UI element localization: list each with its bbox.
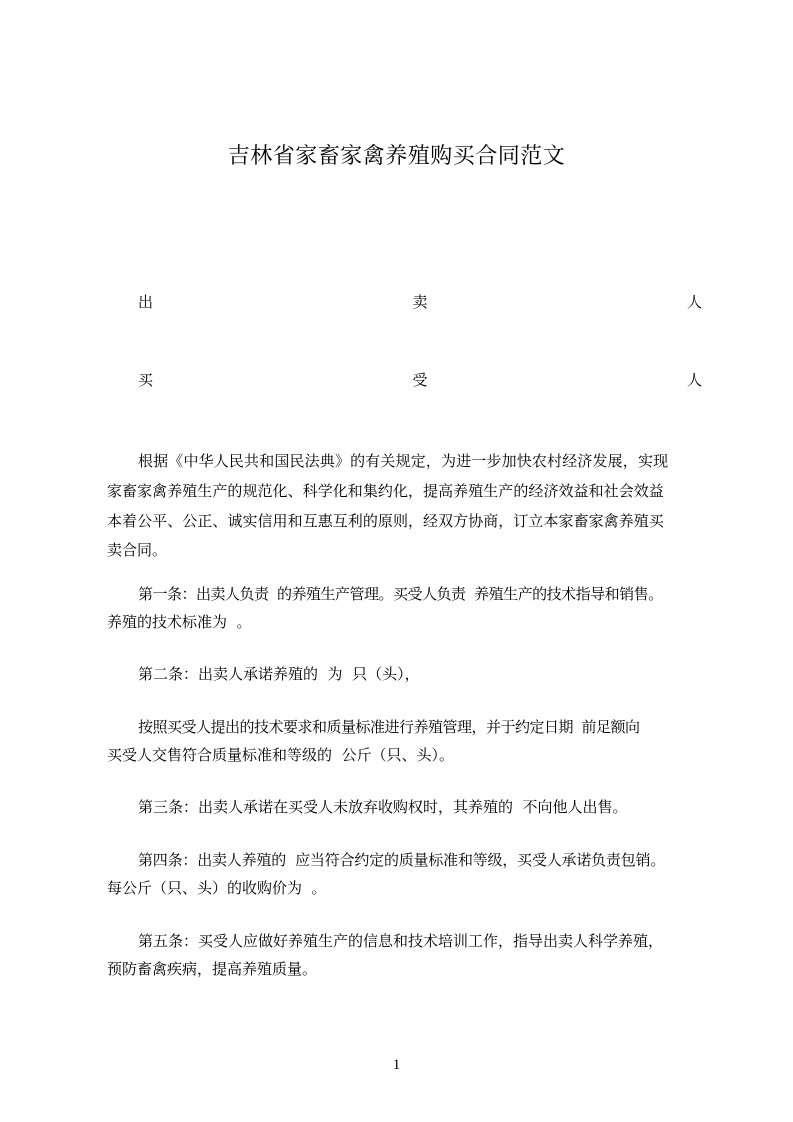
article-4-line-2: 每公斤（只、头）的收购价为 。 [107, 879, 327, 897]
buyer-char-2: 受 [412, 371, 428, 389]
seller-party-line [138, 292, 702, 312]
buyer-party-line [138, 370, 702, 390]
article-1-line-1: 第一条：出卖人负责 的养殖生产管理。买受人负责 养殖生产的技术指导和销售。 [138, 585, 663, 603]
preamble-line-1: 根据《中华人民共和国民法典》的有关规定，为进一步加快农村经济发展，实现 [138, 452, 669, 470]
preamble-line-4: 卖合同。 [107, 541, 168, 559]
article-2-line-2: 按照买受人提出的技术要求和质量标准进行养殖管理，并于约定日期 前足额向 [138, 718, 640, 736]
buyer-char-1: 买 [138, 371, 154, 389]
article-2-line-3: 买受人交售符合质量标准和等级的 公斤（只、头）。 [107, 746, 455, 764]
seller-char-1: 出 [138, 293, 154, 311]
preamble-line-3: 本着公平、公正、诚实信用和互惠互利的原则，经双方协商，订立本家畜家禽养殖买 [107, 512, 664, 530]
article-4-line-1: 第四条：出卖人养殖的 应当符合约定的质量标准和等级，买受人承诺负责包销。 [138, 851, 666, 869]
buyer-char-3: 人 [686, 371, 702, 389]
seller-char-3: 人 [686, 293, 702, 311]
article-3-line-1: 第三条：出卖人承诺在买受人未放弃收购权时，其养殖的 不向他人出售。 [138, 798, 628, 816]
article-1-line-2: 养殖的技术标准为 。 [107, 613, 252, 631]
article-5-line-1: 第五条：买受人应做好养殖生产的信息和技术培训工作，指导出卖人科学养殖， [138, 932, 664, 950]
page-number: 1 [392, 1057, 401, 1073]
article-5-line-2: 预防畜禽疾病，提高养殖质量。 [107, 960, 318, 978]
seller-char-2: 卖 [412, 293, 428, 311]
article-2-line-1: 第二条：出卖人承诺养殖的 为 只（头）， [138, 665, 420, 683]
preamble-line-2: 家畜家禽养殖生产的规范化、科学化和集约化，提高养殖生产的经济效益和社会效益 [107, 482, 664, 500]
page-title: 吉林省家畜家禽养殖购买合同范文 [227, 144, 566, 169]
